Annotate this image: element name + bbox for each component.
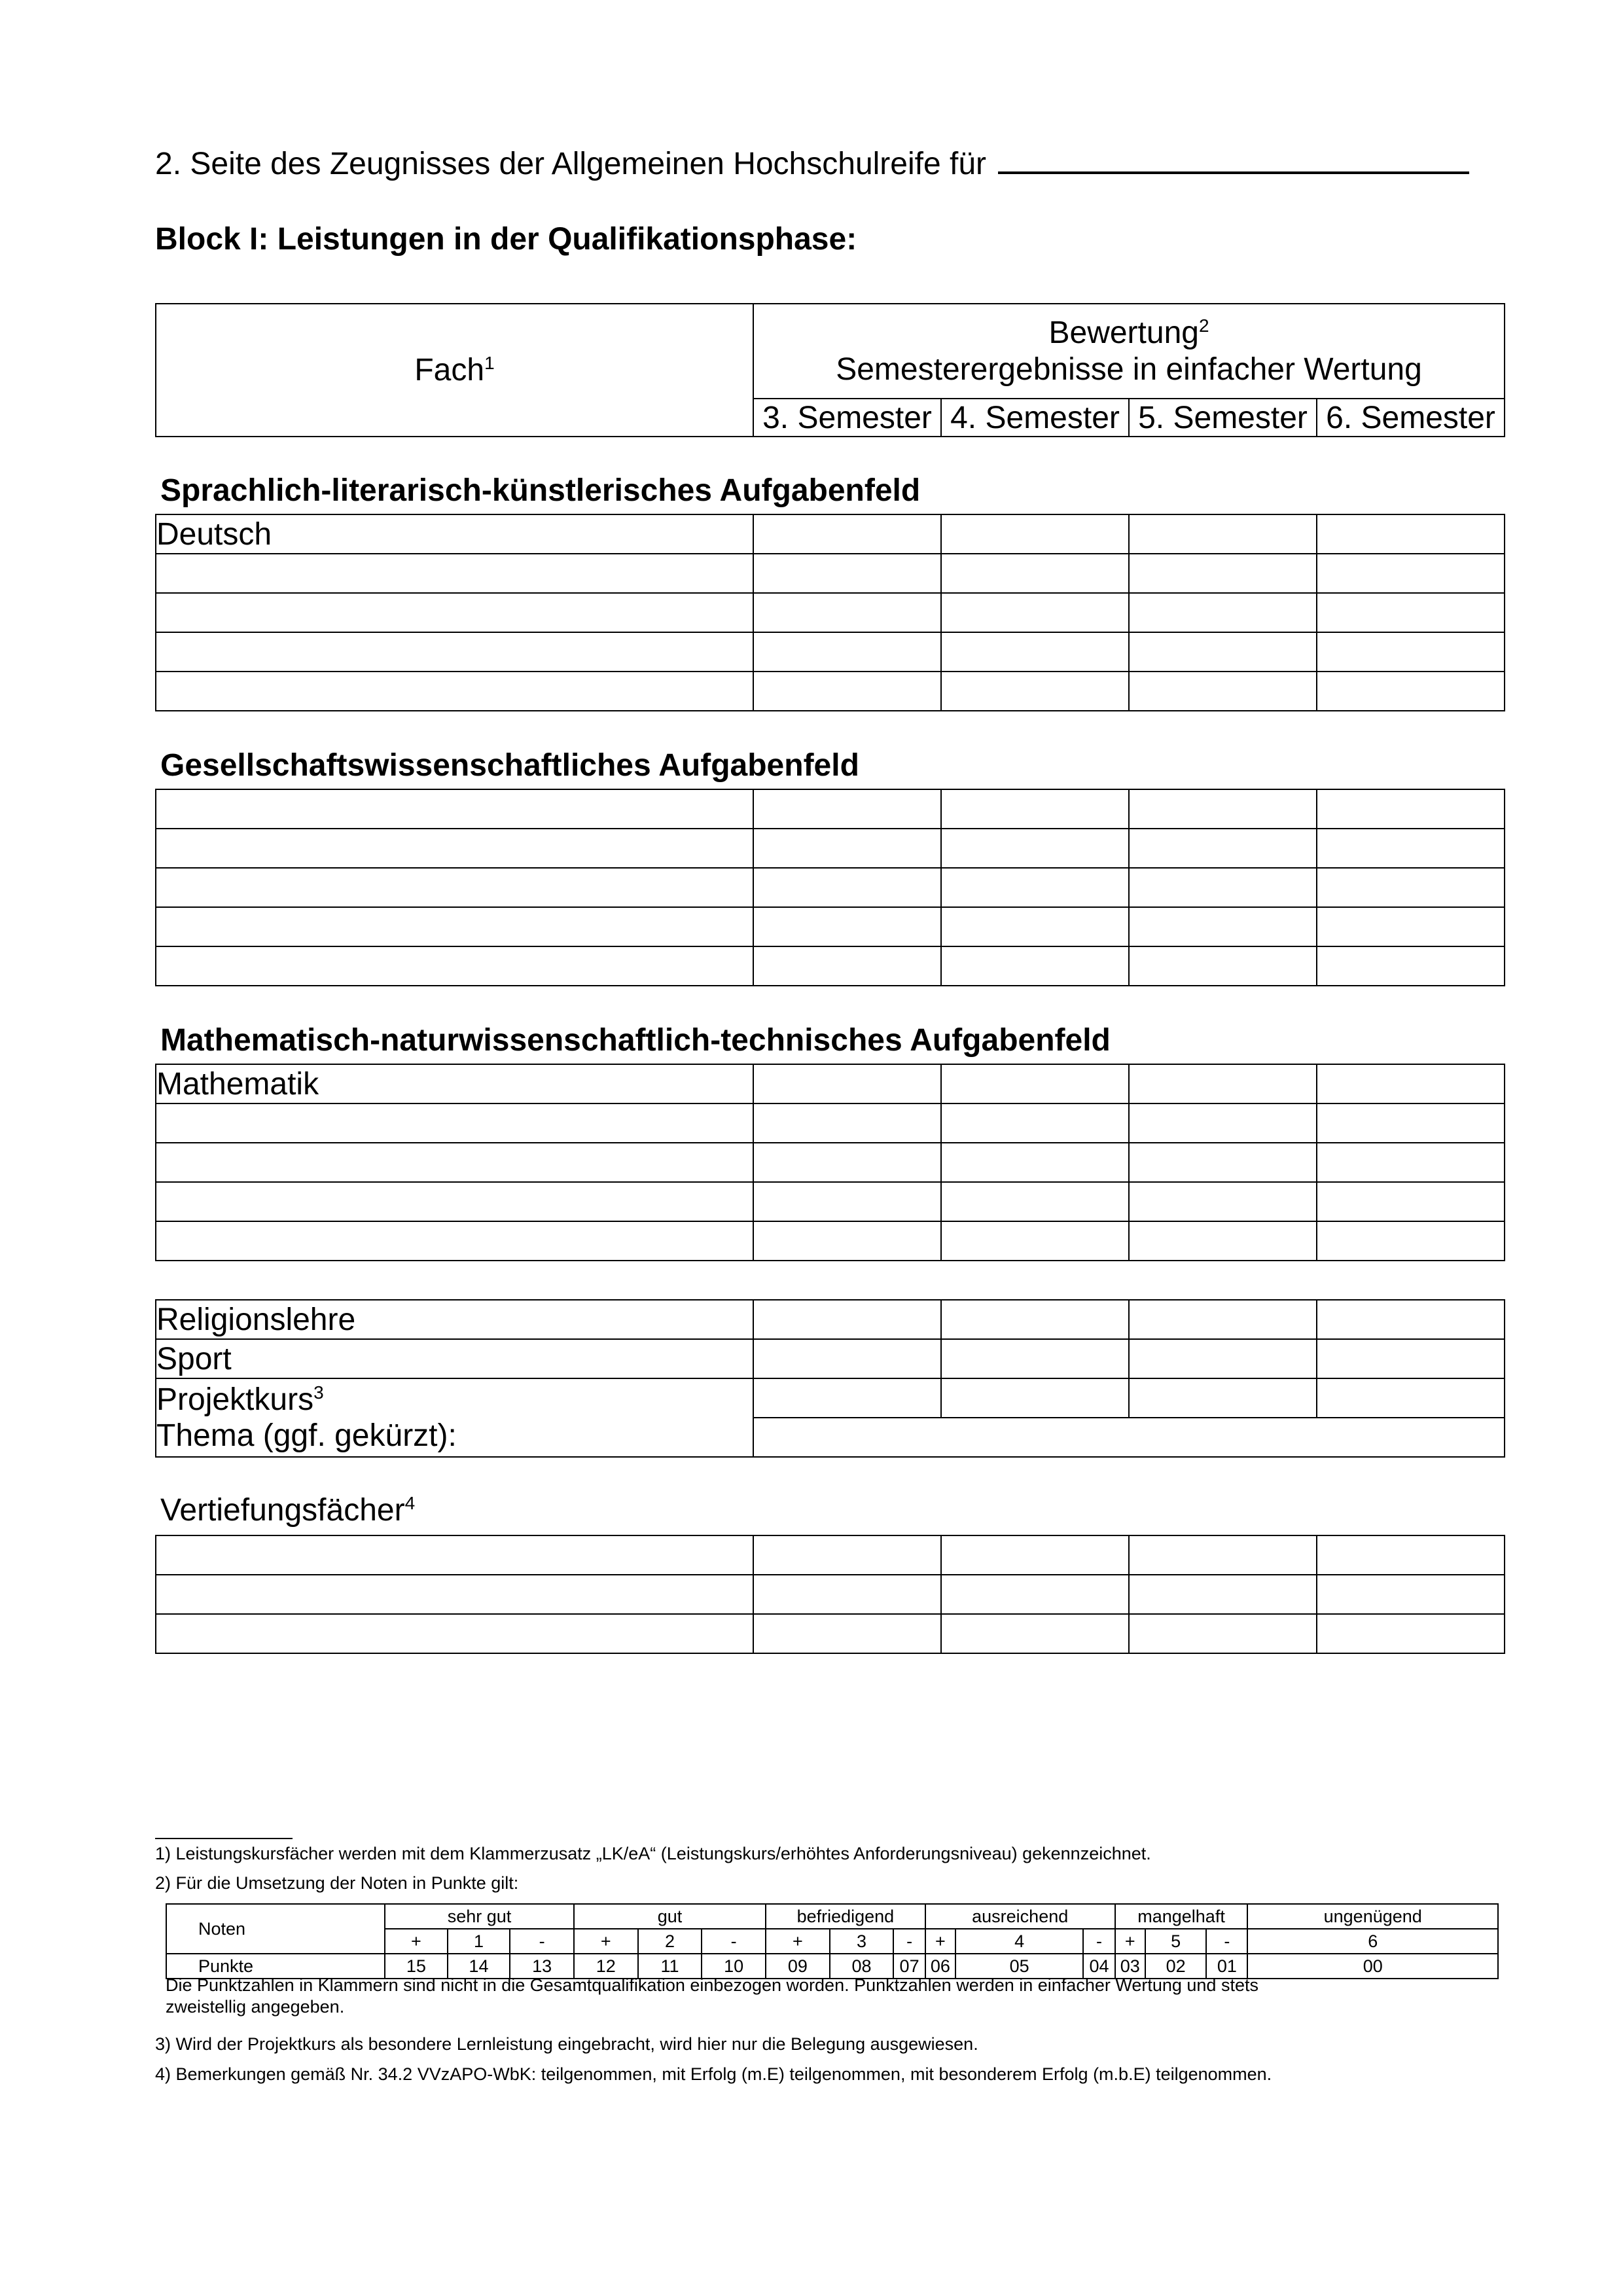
grade-cell[interactable] <box>1317 554 1505 593</box>
footnote-4: 4) Bemerkungen gemäß Nr. 34.2 VVzAPO-WbK: teilgenommen, mit Erfolg (m.E) teilgenommen, mit besonderem Erfolg (m.b.E) teilgenommen. <box>155 2064 1272 2084</box>
grade-cell[interactable] <box>941 829 1129 868</box>
points-cell: 10 <box>702 1954 766 1979</box>
subject-cell[interactable] <box>156 672 753 711</box>
subject-cell[interactable] <box>156 868 753 907</box>
mark-cell: + <box>574 1929 638 1954</box>
section-title-vertiefung <box>160 1492 415 1528</box>
grade-table-vertiefung <box>155 1535 1505 1654</box>
subject-cell[interactable] <box>156 789 753 829</box>
subject-cell[interactable] <box>156 1143 753 1182</box>
mark-cell: + <box>385 1929 448 1954</box>
grade-cell[interactable] <box>1317 1378 1505 1418</box>
grade-cell[interactable] <box>1129 946 1317 986</box>
projektkurs-label: Projektkurs <box>156 1382 314 1417</box>
grade-cell[interactable] <box>941 1575 1129 1614</box>
grade-cell[interactable] <box>941 868 1129 907</box>
table-row <box>156 868 1505 907</box>
mark-cell: 2 <box>638 1929 702 1954</box>
document-title <box>155 145 1469 182</box>
subject-cell[interactable] <box>156 1103 753 1143</box>
grade-cell[interactable] <box>753 1064 941 1103</box>
noten-grades-row <box>166 1904 1498 1929</box>
grade-cell[interactable] <box>941 1143 1129 1182</box>
grade-cell[interactable] <box>753 789 941 829</box>
grade-cell[interactable] <box>1129 1535 1317 1575</box>
mark-cell: 4 <box>955 1929 1083 1954</box>
grade-cell[interactable] <box>941 554 1129 593</box>
points-cell: 02 <box>1145 1954 1206 1979</box>
grade-cell[interactable] <box>753 593 941 632</box>
grade-cell[interactable] <box>753 946 941 986</box>
points-cell: 03 <box>1115 1954 1145 1979</box>
grade-cell[interactable] <box>941 1300 1129 1339</box>
table-row <box>156 593 1505 632</box>
grade-cell[interactable] <box>1129 1300 1317 1339</box>
mark-cell: - <box>702 1929 766 1954</box>
grade-cell[interactable] <box>753 1300 941 1339</box>
points-cell: 06 <box>925 1954 955 1979</box>
footnote-ref-2: 2 <box>1198 315 1209 336</box>
table-row <box>156 1614 1505 1653</box>
name-blank-field[interactable] <box>998 145 1469 174</box>
section-title-gesellschaft: Gesellschaftswissenschaftliches Aufgabenfeld <box>160 748 859 783</box>
table-row <box>156 1064 1505 1103</box>
subject-cell[interactable] <box>156 1182 753 1221</box>
grade-cell[interactable] <box>1317 1339 1505 1378</box>
subject-cell[interactable]: Deutsch <box>156 514 753 554</box>
points-cell: 08 <box>830 1954 894 1979</box>
bewertung-label: Bewertung <box>1048 315 1199 350</box>
semester-header: 6. Semester <box>1317 399 1505 437</box>
grade-cell[interactable] <box>1317 946 1505 986</box>
grade-cell[interactable] <box>1129 1378 1317 1418</box>
grade-cell[interactable] <box>1129 593 1317 632</box>
fach-header <box>156 304 753 437</box>
grade-cell[interactable] <box>1317 632 1505 672</box>
grade-cell[interactable] <box>1317 1143 1505 1182</box>
grade-cell[interactable] <box>941 672 1129 711</box>
grade-cell[interactable] <box>1129 632 1317 672</box>
footnote-3: 3) Wird der Projektkurs als besondere Lernleistung eingebracht, wird hier nur die Belegung ausgewiesen. <box>155 2034 978 2054</box>
grade-cell[interactable] <box>941 514 1129 554</box>
mark-cell: - <box>1083 1929 1115 1954</box>
subject-cell[interactable] <box>156 1221 753 1261</box>
grade-cell[interactable] <box>1129 514 1317 554</box>
grade-cell[interactable] <box>1317 593 1505 632</box>
grade-cell[interactable] <box>753 1143 941 1182</box>
grade-name: ungenügend <box>1247 1904 1498 1929</box>
grade-cell[interactable] <box>753 907 941 946</box>
grade-cell[interactable] <box>1129 554 1317 593</box>
mark-cell: 5 <box>1145 1929 1206 1954</box>
grade-cell[interactable] <box>1317 514 1505 554</box>
grade-cell[interactable] <box>941 1221 1129 1261</box>
footnote-ref-3: 3 <box>313 1382 324 1403</box>
table-row <box>156 632 1505 672</box>
table-row <box>156 1300 1505 1339</box>
grade-cell[interactable] <box>1317 1535 1505 1575</box>
table-row <box>156 1221 1505 1261</box>
points-cell: 04 <box>1083 1954 1115 1979</box>
grade-cell[interactable] <box>1129 829 1317 868</box>
points-cell: 05 <box>955 1954 1083 1979</box>
table-row <box>156 1535 1505 1575</box>
bewertung-subtitle: Semesterergebnisse in einfacher Wertung <box>836 351 1422 387</box>
table-row <box>156 829 1505 868</box>
table-row <box>156 672 1505 711</box>
punkte-row-label: Punkte <box>166 1954 385 1979</box>
grade-cell[interactable] <box>941 1064 1129 1103</box>
section-title-sprachlich: Sprachlich-literarisch-künstlerisches Aufgabenfeld <box>160 473 921 508</box>
mark-cell: + <box>766 1929 830 1954</box>
grade-cell[interactable] <box>753 1339 941 1378</box>
noten-table <box>166 1903 1499 1979</box>
subject-cell[interactable] <box>156 554 753 593</box>
grade-cell[interactable] <box>753 1614 941 1653</box>
mark-cell: 1 <box>448 1929 510 1954</box>
grade-cell[interactable] <box>1317 1064 1505 1103</box>
semester-header: 3. Semester <box>753 399 941 437</box>
grade-cell[interactable] <box>941 1378 1129 1418</box>
grade-cell[interactable] <box>941 1103 1129 1143</box>
thema-field[interactable] <box>753 1418 1505 1457</box>
grade-cell[interactable] <box>1129 1614 1317 1653</box>
grade-cell[interactable] <box>1129 672 1317 711</box>
table-row <box>156 907 1505 946</box>
header-table <box>155 303 1505 437</box>
table-row <box>156 1143 1505 1182</box>
semester-header: 5. Semester <box>1129 399 1317 437</box>
grade-cell[interactable] <box>753 672 941 711</box>
table-row <box>156 1339 1505 1378</box>
grade-name: ausreichend <box>925 1904 1115 1929</box>
grade-cell[interactable] <box>1317 907 1505 946</box>
grade-name: gut <box>574 1904 766 1929</box>
semester-header: 4. Semester <box>941 399 1129 437</box>
grade-cell[interactable] <box>1317 868 1505 907</box>
points-cell: 07 <box>893 1954 925 1979</box>
grade-cell[interactable] <box>1129 1575 1317 1614</box>
table-row <box>156 1575 1505 1614</box>
subject-cell[interactable] <box>156 1575 753 1614</box>
grade-cell[interactable] <box>1317 1103 1505 1143</box>
grade-cell[interactable] <box>1129 1182 1317 1221</box>
footnote-ref-4: 4 <box>404 1493 416 1513</box>
bewertung-header <box>753 304 1505 399</box>
points-cell: 15 <box>385 1954 448 1979</box>
points-cell: 09 <box>766 1954 830 1979</box>
table-row <box>156 1182 1505 1221</box>
mark-cell: - <box>893 1929 925 1954</box>
grade-table-mathe <box>155 1064 1505 1261</box>
grade-cell[interactable] <box>941 907 1129 946</box>
grade-cell[interactable] <box>1317 829 1505 868</box>
footnote-ref-1: 1 <box>484 353 495 373</box>
grade-table-gesellschaft <box>155 789 1505 986</box>
grade-name: sehr gut <box>385 1904 574 1929</box>
grade-cell[interactable] <box>1317 1182 1505 1221</box>
grade-cell[interactable] <box>1129 1103 1317 1143</box>
grade-cell[interactable] <box>1317 1300 1505 1339</box>
subject-cell[interactable]: Religionslehre <box>156 1300 753 1339</box>
subject-cell[interactable] <box>156 829 753 868</box>
points-cell: 13 <box>510 1954 574 1979</box>
grade-cell[interactable] <box>1129 868 1317 907</box>
subject-cell[interactable]: Mathematik <box>156 1064 753 1103</box>
mark-cell: - <box>510 1929 574 1954</box>
subject-cell[interactable] <box>156 632 753 672</box>
grade-cell[interactable] <box>941 789 1129 829</box>
points-cell: 14 <box>448 1954 510 1979</box>
table-row <box>156 514 1505 554</box>
subject-cell[interactable] <box>156 593 753 632</box>
grade-cell[interactable] <box>941 1182 1129 1221</box>
table-row <box>156 946 1505 986</box>
mark-cell: + <box>1115 1929 1145 1954</box>
grade-cell[interactable] <box>941 1339 1129 1378</box>
grade-cell[interactable] <box>1129 789 1317 829</box>
grade-cell[interactable] <box>1317 1575 1505 1614</box>
grade-cell[interactable] <box>753 1535 941 1575</box>
grade-cell[interactable] <box>753 1378 941 1418</box>
title-text: 2. Seite des Zeugnisses der Allgemeinen Hochschulreife für <box>155 147 987 181</box>
grade-cell[interactable] <box>1317 672 1505 711</box>
grade-cell[interactable] <box>1317 1614 1505 1653</box>
footnote-divider <box>155 1838 293 1839</box>
points-cell: 11 <box>638 1954 702 1979</box>
mark-cell: + <box>925 1929 955 1954</box>
grade-cell[interactable] <box>753 632 941 672</box>
section-title-mathe: Mathematisch-naturwissenschaftlich-technisches Aufgabenfeld <box>160 1023 1111 1058</box>
subject-cell[interactable] <box>156 907 753 946</box>
grade-cell[interactable] <box>753 554 941 593</box>
subject-cell[interactable] <box>156 946 753 986</box>
grade-name: befriedigend <box>766 1904 925 1929</box>
grade-cell[interactable] <box>1317 1221 1505 1261</box>
points-cell: 12 <box>574 1954 638 1979</box>
grade-cell[interactable] <box>1317 789 1505 829</box>
vertiefung-label: Vertiefungsfächer <box>160 1493 405 1528</box>
grade-cell[interactable] <box>753 1221 941 1261</box>
fach-label: Fach <box>414 353 485 387</box>
grade-cell[interactable] <box>753 1575 941 1614</box>
grade-cell[interactable] <box>941 632 1129 672</box>
grade-cell[interactable] <box>753 514 941 554</box>
grade-name: mangelhaft <box>1115 1904 1248 1929</box>
subject-cell[interactable]: Sport <box>156 1339 753 1378</box>
grade-cell[interactable] <box>941 593 1129 632</box>
grade-cell[interactable] <box>1129 907 1317 946</box>
projektkurs-cell[interactable] <box>156 1378 753 1457</box>
block-heading: Block I: Leistungen in der Qualifikationsphase: <box>155 222 857 257</box>
noten-row-label: Noten <box>166 1904 385 1954</box>
grade-cell[interactable] <box>753 829 941 868</box>
mark-cell: 3 <box>830 1929 894 1954</box>
table-row <box>156 554 1505 593</box>
grade-cell[interactable] <box>941 1535 1129 1575</box>
table-row <box>156 1103 1505 1143</box>
mark-cell: 6 <box>1247 1929 1498 1954</box>
table-row <box>156 789 1505 829</box>
grade-cell[interactable] <box>1129 1339 1317 1378</box>
grade-cell[interactable] <box>1129 1221 1317 1261</box>
points-cell: 00 <box>1247 1954 1498 1979</box>
footnote-1: 1) Leistungskursfächer werden mit dem Klammerzusatz „LK/eA“ (Leistungskurs/erhöhtes Anforderungsniveau) gekennzeichnet. <box>155 1844 1151 1863</box>
footnote-2-note-line1: Die Punktzahlen in Klammern sind nicht in die Gesamtqualifikation einbezogen worden. Punktzahlen werden in einfacher Wertung und stets <box>166 1975 1258 1995</box>
grade-cell[interactable] <box>753 1182 941 1221</box>
footnote-2-note-line2: zweistellig angegeben. <box>166 1997 345 2017</box>
grade-cell[interactable] <box>753 868 941 907</box>
mark-cell: - <box>1206 1929 1247 1954</box>
grade-cell[interactable] <box>1129 1064 1317 1103</box>
grade-cell[interactable] <box>753 1103 941 1143</box>
grade-cell[interactable] <box>941 1614 1129 1653</box>
grade-cell[interactable] <box>941 946 1129 986</box>
subject-cell[interactable] <box>156 1614 753 1653</box>
grade-table-sprachlich <box>155 514 1505 711</box>
points-cell: 01 <box>1206 1954 1247 1979</box>
grade-table-weitere <box>155 1299 1505 1458</box>
subject-cell[interactable] <box>156 1535 753 1575</box>
table-row <box>156 1378 1505 1418</box>
footnote-2: 2) Für die Umsetzung der Noten in Punkte gilt: <box>155 1873 519 1893</box>
grade-cell[interactable] <box>1129 1143 1317 1182</box>
thema-label: Thema (ggf. gekürzt): <box>156 1418 457 1453</box>
